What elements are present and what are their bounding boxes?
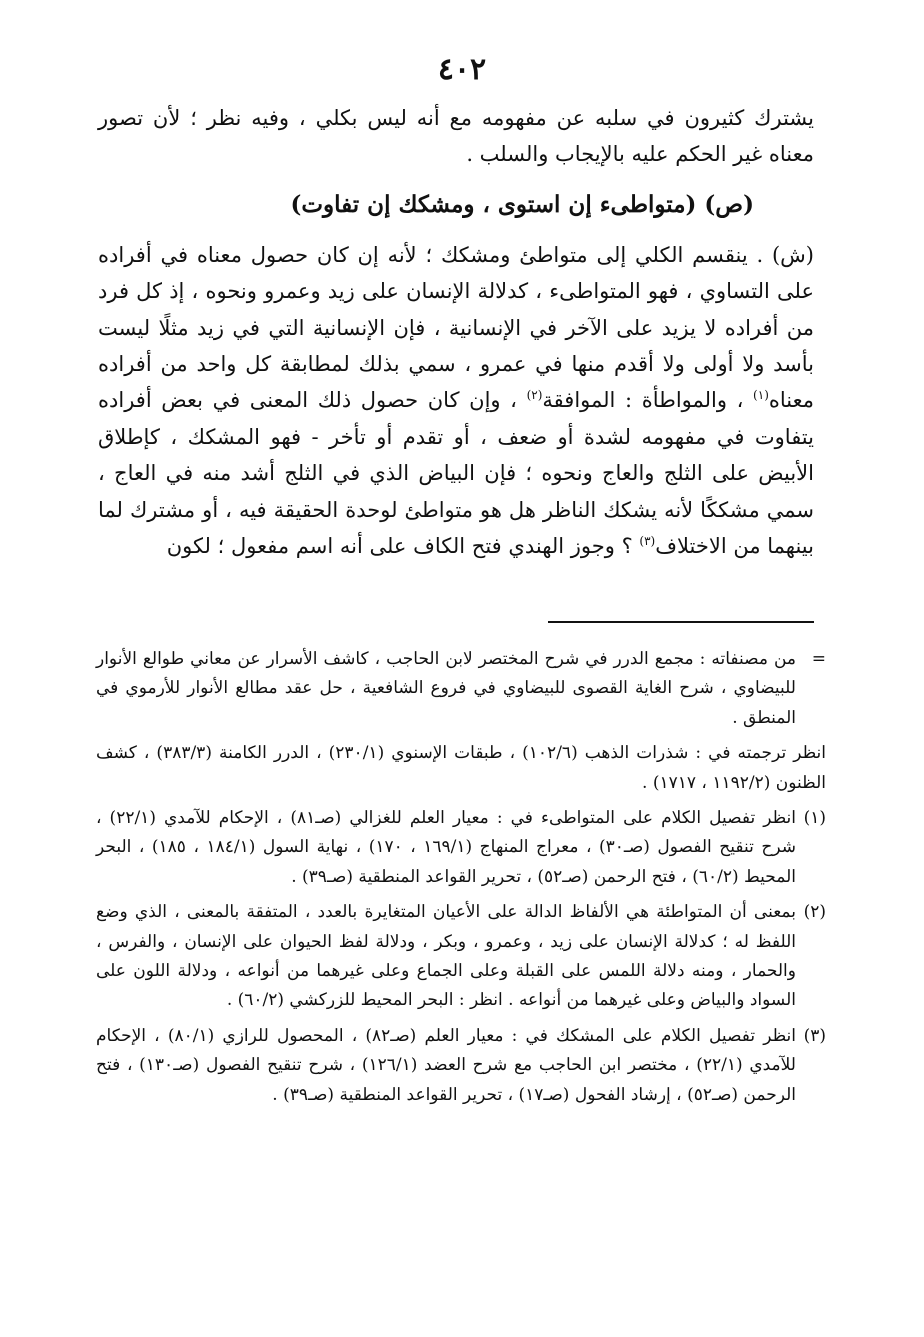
footnote-ref-2: (٢) xyxy=(526,388,543,403)
matn-heading: (ص) (متواطىء إن استوى ، ومشكك إن تفاوت) xyxy=(290,190,754,218)
footnote-3-mark: (٣) xyxy=(803,1025,826,1046)
footnote-1-mark: (١) xyxy=(803,808,826,829)
page-number: ٤٠٢ xyxy=(437,52,487,87)
footnote-2-text: بمعنى أن المتواطئة هي الألفاظ الدالة على الأعيان المتغايرة بالعدد ، المتفقة بالمعنى ، الذي وضع اللفظ له ؛ كدلالة الإنسان على زيد ، وعمرو ، وبكر ، ودلالة لفظ الحيوان على الإنسان ، والفرس ، والحمار ، ومنه دلالة اللمس على القبلة وعلى الجماع وعلى غيرهما من أنواعه ، ودلالة اللون على السواد والبياض وعلى غيرهما من أنواعه . انظر : البحر المحيط للزركشي (٦٠/٢) . xyxy=(96,902,796,1011)
footnote-continuation-mark: = xyxy=(811,649,826,669)
commentary-text-part4: ؟ وجوز الهندي فتح الكاف على أنه اسم مفعول ؛ لكون xyxy=(166,534,633,559)
intro-paragraph: يشترك كثيرون في سلبه عن مفهومه مع أنه ليس بكلي ، وفيه نظر ؛ لأن تصور معناه غير الحكم عليه بالإيجاب والسلب . xyxy=(98,106,814,167)
commentary-text-part1: (ش) . ينقسم الكلي إلى متواطئ ومشكك ؛ لأنه إن كان حصول معناه في أفراده على التساوي ، فهو المتواطىء ، كدلالة الإنسان على زيد وعمرو ونحوه ، إذ كل فرد من أفراده لا يزيد على الآخر في الإنسانية ، فإن الإنسانية التي في زيد مثلًا ليست بأسد ولا أولى ولا أقدم منها في عمرو ، سمي بذلك لمطابقة كل واحد من أفراده معناه xyxy=(98,242,814,413)
footnote-2 xyxy=(96,898,826,1016)
commentary-text-part2: ، والمواطأة : الموافقة xyxy=(542,388,744,413)
commentary-text-part3: ، وإن كان حصول ذلك المعنى في بعض أفراده يتفاوت في مفهومه لشدة أو ضعف ، أو تقدم أو تأخر - فهو المشكك ، كإطلاق الأبيض على الثلج والعاج ونحوه ؛ فإن البياض الذي في الثلج أشد منه في العاج ، سمي مشككًا لأنه يشكك الناظر هل هو متواطئ لوحدة الحقيقة فيه ، أو مشترك لما بينهما من الاختلاف xyxy=(98,388,814,559)
footnote-separator xyxy=(548,621,814,623)
commentary-paragraph xyxy=(98,237,814,565)
footnote-ref-3: (٣) xyxy=(639,534,656,549)
footnote-biography-text: انظر ترجمته في : شذرات الذهب (١٠٢/٦) ، طبقات الإسنوي (٢٣٠/١) ، الدرر الكامنة (٣٨٣/٣) ، كشف الظنون (١١٩٢/٢ ، ١٧١٧) . xyxy=(96,743,826,793)
footnote-1-text: انظر تفصيل الكلام على المتواطىء في : معيار العلم للغزالي (صـ٨١) ، الإحكام للآمدي (٢٢/١) ، شرح تنقيح الفصول (صـ٣٠) ، معراج المنهاج (١٦٩/١ ، ١٧٠) ، نهاية السول (١٨٤/١ ، ١٨٥) ، البحر المحيط (٦٠/٢) ، فتح الرحمن (صـ٥٢) ، تحرير القواعد المنطقية (صـ٣٩) . xyxy=(96,808,797,887)
footnote-continuation-text: من مصنفاته : مجمع الدرر في شرح المختصر لابن الحاجب ، كاشف الأسرار عن معاني طوالع الأنوار للبيضاوي ، شرح الغاية القصوى للبيضاوي في فروع الشافعية ، حل عقد مطالع الأنوار للأرموي في المنطق . xyxy=(96,649,796,728)
footnote-biography xyxy=(96,739,826,798)
footnote-ref-1: (١) xyxy=(753,388,769,403)
footnote-2-mark: (٢) xyxy=(803,902,826,923)
footnote-3 xyxy=(96,1022,826,1110)
footnote-3-text: انظر تفصيل الكلام على المشكك في : معيار العلم (صـ٨٢) ، المحصول للرازي (٨٠/١) ، الإحكام للآمدي (٢٢/١) ، مختصر ابن الحاجب مع شرح العضد (١٢٦/١) ، شرح تنقيح الفصول (صـ١٣٠) ، فتح الرحمن (صـ٥٢) ، إرشاد الفحول (صـ١٧) ، تحرير القواعد المنطقية (صـ٣٩) . xyxy=(96,1025,797,1105)
footnote-1 xyxy=(96,804,826,892)
main-text xyxy=(98,100,814,564)
footnote-continuation xyxy=(96,645,826,733)
footnotes xyxy=(96,645,826,1116)
